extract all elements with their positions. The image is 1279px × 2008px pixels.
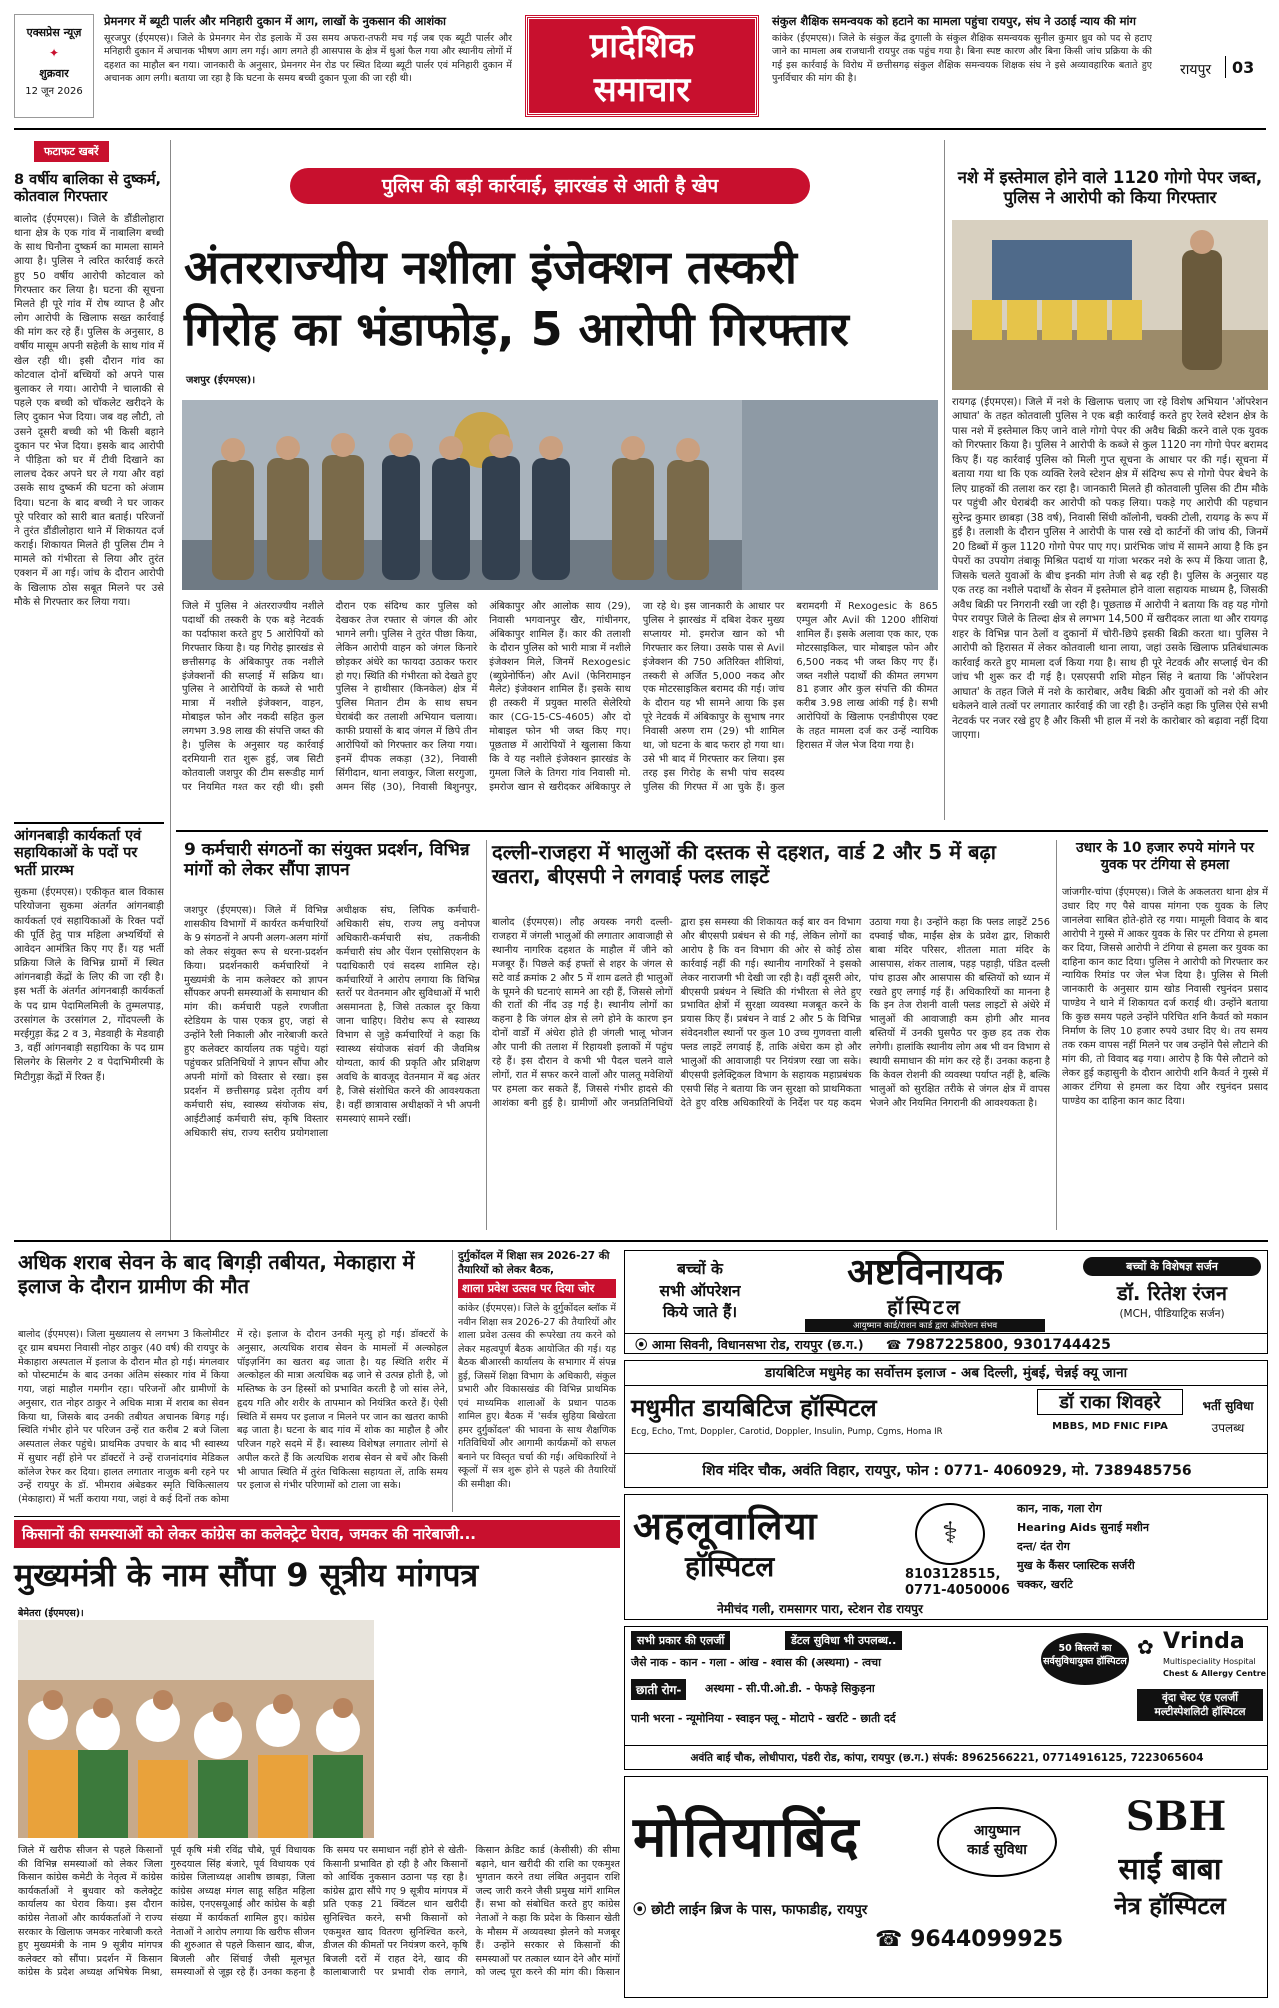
ad-madhumeet-qual: MBBS, MD FNIC FIPA xyxy=(1052,1421,1168,1432)
ad-madhumeet-tests: Ecg, Echo, Tmt, Doppler, Carotid, Doppler, Insulin, Pump, Cgms, Homa IR xyxy=(631,1427,943,1437)
section-banner xyxy=(526,16,758,116)
lungs-icon: ✿ xyxy=(1137,1635,1154,1659)
ad-sai-address: छोटी लाईन ब्रिज के पास, फाफाडीह, रायपुर xyxy=(651,1902,868,1918)
congress-top-rule xyxy=(14,1516,620,1517)
issue-date: 12 जून 2026 xyxy=(25,86,83,97)
school-body: कांकेर (ईएमएस)। जिले के दुर्गुकोंदल ब्लॉक में नवीन शिक्षा सत्र 2026-27 की तैयारियों और शाला प्रवेश उत्सव की रूपरेखा तय करने को लेकर महत्वपूर्ण बैठक आयोजित की गई। यह बैठक बीआरसी कार्यालय के सभागार में संपन्न हुई, जिसमें शिक्षा विभाग के अधिकारी, संकुल प्रभारी और विकासखंड की विभिन्न प्राथमिक एवं माध्यमिक शालाओं के प्रधान पाठक शामिल हुए। बैठक में 'सर्वत्र सुहिया बिखेरता हमर दुर्गुकोंदल' की भावना के साथ शैक्षणिक गतिविधियों और आगामी कार्यक्रमों को सफल बनाने पर विस्तृत चर्चा की गई। अधिकारियों ने स्कूलों में सत्र शुरू होने से पहले की तैयारियों की समीक्षा की। xyxy=(458,1303,616,1490)
star-icon: ✦ xyxy=(48,46,60,60)
sidebar-story1-body: बालोद (ईएमएस)। जिले के डौंडीलोहारा थाना क्षेत्र के एक गांव में नाबालिग बच्ची के साथ घिनौना दुष्कर्म का मामला सामने आया है। पुलिस ने त्वरित कार्रवाई करते हुए 50 वर्षीय आरोपी कोटवाल को गिरफ्तार कर लिया है। घटना की सूचना मिलते ही पूरे गांव में रोष व्याप्त है और लोग आरोपी के खिलाफ सख्त कार्रवाई की मांग कर रहे हैं। पुलिस के अनुसार, 8 वर्षीय मासूम अपनी सहेली के साथ गांव में खेल रही थी। इसी दौरान गांव का कोटवाल दोनों बच्चियों को अपने पास बुलाकर ले गया। आरोपी ने चालाकी से पहले एक बच्ची को चॉकलेट खरीदने के लिए दुकान भेज दिया। जब वह लौटी, तो उसने दूसरी बच्ची को भी किसी बहाने दुकान पर भेज दिया। इसके बाद आरोपी ने पीड़िता को घर में टीवी दिखाने का लालच देकर अपने घर ले गया और वहां उसके साथ दुष्कर्म की घटना को अंजाम दिया। घटना के बाद बच्ची ने घर जाकर पूरे परिवार को सारी बात बताई। परिजनों ने तुरंत डौंडीलोहारा थाने में शिकायत दर्ज कराई। शिकायत मिलते ही पुलिस टीम ने मामले को गंभीरता से लिया और तुरंत एक्शन में आ गई। जांच के दौरान आरोपी के खिलाफ ठोस सबूत मिलने पर उसे मौके से गिरफ्तार कर लिया गया। xyxy=(14,213,164,608)
lead-kicker-text: पुलिस की बड़ी कार्रवाई, झारखंड से आती है खेप xyxy=(381,175,719,197)
ad-ahluwalia-phone1: 8103128515, xyxy=(905,1567,1001,1582)
issue-day: शुक्रवार xyxy=(39,67,69,80)
masthead-brand-box xyxy=(14,14,94,118)
ad-ashtavinayak-qual: (MCH, पीडियाट्रिक सर्जन) xyxy=(1119,1308,1225,1320)
congress-dateline: बेमेतरा (ईएमएस)। xyxy=(18,1608,84,1619)
lead-headline-1: अंतरराज्यीय नशीला इंजेक्शन तस्करी xyxy=(184,240,797,294)
ad-ashtavinayak-doctor: डॉ. रितेश रंजन xyxy=(1117,1281,1227,1305)
ad-sai-phone-row xyxy=(875,1927,1063,1952)
ad-ashtavinayak-footer xyxy=(625,1333,1268,1354)
ad-sai-scheme2: कार्ड सुविधा xyxy=(967,1842,1027,1858)
ad-sai-scheme xyxy=(937,1807,1057,1877)
ad-ahluwalia-sub: हॉस्पिटल xyxy=(685,1550,775,1583)
ad-madhumeet xyxy=(624,1360,1268,1488)
section-title-line2: समाचार xyxy=(593,70,691,110)
congress-body: जिले में खरीफ सीजन से पहले किसानों की विभिन्न समस्याओं को लेकर जिला किसान कांग्रेस कमेटी के नेतृत्व में कांग्रेस कार्यकर्ताओं ने बुधवार को कलेक्ट्रेट कार्यालय का घेराव किया। इस दौरान कांग्रेस नेताओं और कार्यकर्ताओं ने राज्य सरकार के खिलाफ जमकर नारेबाजी करते हुए मुख्यमंत्री के नाम 9 सूत्रीय मांगपत्र कलेक्टर को सौंपा। प्रदर्शन में किसान कांग्रेस के प्रदेश अध्यक्ष अभिषेक मिश्रा, पूर्व कृषि मंत्री रविंद्र चौबे, पूर्व विधायक गुरुदयाल सिंह बंजारे, पूर्व विधायक एवं कांग्रेस जिलाध्यक्ष आशीष छाबड़ा, जिला कांग्रेस अध्यक्ष मंगल साहू सहित महिला कांग्रेस, एनएसयूआई और कांग्रेस के बड़ी संख्या में कार्यकर्ता शामिल हुए। कांग्रेस नेताओं ने आरोप लगाया कि खरीफ सीजन की शुरुआत से पहले किसान खाद, बीज, बिजली और सिंचाई जैसी मूलभूत समस्याओं से जूझ रहे हैं। उनका कहना है कि समय पर समाधान नहीं होने से खेती-किसानी प्रभावित हो रही है और किसानों को आर्थिक नुकसान उठाना पड़ रहा है। कांग्रेस द्वारा सौंपे गए 9 सूत्रीय मांगपत्र में प्रति एकड़ 21 क्विंटल धान खरीदी सुनिश्चित करने, सभी किसानों को एकमुश्त खाद वितरण सुनिश्चित करने, डीजल की कीमतों पर नियंत्रण करने, कृषि बिजली दरों में राहत देने, खाद की कालाबाजारी पर प्रभावी रोक लगाने, किसान क्रेडिट कार्ड (केसीसी) की सीमा बढ़ाने, धान खरीदी की राशि का एकमुश्त भुगतान करने तथा लंबित अनुदान राशि जल्द जारी करने जैसी प्रमुख मांगें शामिल हैं। सभा को संबोधित करते हुए कांग्रेस नेताओं ने कहा कि प्रदेश के किसान खेती के मौसम में अव्यवस्था झेलने को मजबूर हैं। उन्होंने सरकार से किसानों की समस्याओं पर तत्काल ध्यान देने और मांगों को जल्द पूरा करने की मांग की। किसान xyxy=(18,1845,620,1979)
ad-ahluwalia-service: दन्त/ दंत रोग xyxy=(1017,1540,1070,1553)
liquor-headline: अधिक शराब सेवन के बाद बिगड़ी तबीयत, मेकाहारा में इलाज के दौरान ग्रामीण की मौत xyxy=(18,1250,415,1298)
ad-vrinda-tag1: सभी प्रकार की एलर्जी xyxy=(631,1631,730,1650)
ad-ahluwalia-phone2: 0771-4050006 xyxy=(905,1583,1010,1598)
ad-ahluwalia-service: चक्कर, खर्राटे xyxy=(1017,1578,1073,1591)
ad-ahluwalia-service: कान, नाक, गला रोग xyxy=(1017,1502,1102,1515)
ad-vrinda-list1: जैसे नाक - कान - गला - आंख - श्वास की (अस्थमा) - त्वचा xyxy=(631,1656,881,1669)
page-city: रायपुर xyxy=(1180,62,1212,78)
congress-kicker-text: किसानों की समस्याओं को लेकर कांग्रेस का कलेक्ट्रेट घेराव, जमकर की नारेबाजी... xyxy=(22,1525,476,1543)
ad-vrinda-tag2: डेंटल सुविधा भी उपलब्ध.. xyxy=(785,1631,902,1650)
ad-ashtavinayak-address: आमा सिवनी, विधानसभा रोड, रायपुर (छ.ग.) xyxy=(651,1337,864,1352)
bears-body: बालोद (ईएमएस)। लौह अयस्क नगरी दल्ली-राजहरा में जंगली भालुओं की लगातार आवाजाही से स्थानीय नागरिक दहशत के माहौल में जीने को मजबूर हैं। पिछले कई हफ्तों से शहर के जंगल से सटे वार्ड क्रमांक 2 और 5 में शाम ढलते ही भालुओं के घूमने की घटनाएं सामने आ रही हैं, जिससे लोगों की रातों की नींद उड़ गई है। स्थानीय लोगों का कहना है कि जंगल क्षेत्र से लगे होने के कारण इन दोनों वार्डों में अंधेरा होते ही जंगली भालू भोजन और पानी की तलाश में रिहायशी इलाकों में पहुंच रहे हैं। इस दौरान वे कभी भी पैदल चलने वाले लोगों, रात में सफर करने वालों और पालतू मवेशियों पर हमला कर सकते हैं, जिससे गंभीर हादसे की आशंका बनी हुई है। ग्रामीणों और जनप्रतिनिधियों द्वारा इस समस्या की शिकायत कई बार वन विभाग और बीएसपी प्रबंधन से की गई, लेकिन लोगों का आरोप है कि वन विभाग की ओर से कोई ठोस कार्रवाई नहीं की गई। स्थानीय नागरिकों ने इसको लेकर नाराजगी भी देखी जा रही है। वहीं दूसरी ओर, बीएसपी प्रबंधन ने स्थिति की गंभीरता से लेते हुए प्रभावित क्षेत्रों में सुरक्षा व्यवस्था मजबूत करने के प्रयास किए हैं। प्रबंधन ने वार्ड 2 और 5 के विभिन्न संवेदनशील स्थानों पर कुल 10 उच्च गुणवत्ता वाली फ्लड लाइटें लगवाई हैं, ताकि अंधेरा कम हो और भालुओं की आवाजाही पर नियंत्रण रखा जा सके। बीएसपी इलेक्ट्रिकल विभाग के सहायक महाप्रबंधक एसपी सिंह ने बताया कि जन सुरक्षा को प्राथमिकता देते हुए वरिष्ठ अधिकारियों के निर्देश पर यह कदम उठाया गया है। उन्होंने कहा कि फ्लड लाइटें 256 दफ्वाई चौक, माईंस क्षेत्र के प्रवेश द्वार, शिकारी बाबा मंदिर परिसर, शीतला माता मंदिर के आसपास, शंकर तालाब, पहड़ पहाड़ी, पंडित दल्ली पांच हाउस और आसपास की बस्तियों को ध्यान में रखते हुए लगाई गई हैं। अधिकारियों का मानना है कि इन तेज रोशनी वाली फ्लड लाइटों से अंधेरे में भालुओं की आवाजाही कम होगी और मानव बस्तियों में उनकी घुसपैठ पर कुछ हद तक रोक लगेगी। हालांकि स्थानीय लोग अब भी वन विभाग से स्थायी समाधान की मांग कर रहे हैं। उनका कहना है कि केवल रोशनी की व्यवस्था पर्याप्त नहीं है, बल्कि भालुओं को सुरक्षित तरीके से जंगल क्षेत्र में वापस भेजने और नियमित निगरानी की आवश्यकता है। xyxy=(492,917,1050,1109)
ad-sai-name: मोतियाबिंद xyxy=(633,1805,861,1870)
sidebar-tag: फटाफट खबरें xyxy=(34,141,109,162)
ad-sai-phone: 9644099925 xyxy=(910,1927,1064,1952)
congress-kicker xyxy=(14,1520,620,1548)
ad-ashtavinayak-name: अष्टविनायक xyxy=(847,1252,1003,1293)
sidebar-rule xyxy=(170,140,171,1240)
header-left-story xyxy=(104,14,512,120)
arrested-accused-photo-illustration xyxy=(182,400,938,590)
location-pin-icon: ⦿ xyxy=(633,1902,647,1918)
header-divider xyxy=(14,128,1266,130)
ad-vrinda-full: Multispeciality Hospital xyxy=(1163,1657,1256,1666)
ad-vrinda-hindi: वृंदा चेस्ट एंड एलर्जी मल्टीस्पेशलिटी हॉस्पिटल xyxy=(1137,1689,1263,1721)
ad-ashtavinayak-tag3: किये जाते हैं। xyxy=(662,1303,738,1322)
bears-headline: दल्ली-राजहरा में भालुओं की दस्तक से दहशत, वार्ड 2 और 5 में बढ़ा खतरा, बीएसपी ने लगवाई फ्लड लाइटें xyxy=(492,840,996,888)
location-pin-icon: ⦿ xyxy=(635,1337,648,1352)
ad-ahluwalia-services xyxy=(1017,1499,1265,1594)
sidebar-divider-1 xyxy=(14,822,164,824)
ad-madhumeet-name: मधुमीत डायबिटिज हॉस्पिटल xyxy=(631,1394,877,1422)
ad-madhumeet-banner: डायबिटिज मधुमेह का सर्वोत्तम इलाज - अब दिल्ली, मुंबई, चेन्नई क्यू जाना xyxy=(625,1361,1267,1386)
lead-dateline: जशपुर (ईएमएस)। xyxy=(186,375,256,386)
ad-ashtavinayak-spec: बच्चों के विशेषज्ञ सर्जन xyxy=(1083,1257,1261,1276)
section-title-line1: प्रादेशिक xyxy=(589,26,695,66)
school-headline: शाला प्रवेश उत्सव पर दिया जोर xyxy=(458,1279,616,1298)
gogo-body: रायगढ़ (ईएमएस)। जिले में नशे के खिलाफ चलाए जा रहे विशेष अभियान 'ऑपरेशन आघात' के तहत कोतवाली पुलिस ने एक बड़ी कार्रवाई करते हुए रेलवे स्टेशन क्षेत्र के पास नशे में इस्तेमाल किए जाने वाले गोगो पेपर की अवैध बिक्री करने वाले एक युवक को गिरफ्तार किया है। पुलिस ने आरोपी के कब्जे से कुल 1120 नग गोगो पेपर बरामद किए हैं। यह कार्रवाई पुलिस को मिली गुप्त सूचना के आधार पर की गई। सूचना में बताया गया था कि एक व्यक्ति रेलवे स्टेशन क्षेत्र में संदिग्ध रूप से गोगो पेपर बेचने के लिए ग्राहकों की तलाश कर रहा है। जानकारी मिलते ही कोतवाली पुलिस की टीम मौके पर पहुंची और घेराबंदी कर आरोपी को पकड़ लिया। पकड़े गए आरोपी की पहचान सुरेन्द्र कुमार छाबड़ा (38 वर्ष), निवासी सिंधी कॉलोनी, चक्की टोली, रायगढ़ के रूप में हुई है। तलाशी के दौरान पुलिस ने आरोपी के पास रखे दो कार्टनों की जांच की, जिनमें 20 डिब्बों में कुल 1120 गोगो पेपर पाए गए। प्रारंभिक जांच में सामने आया है कि इन पेपरों का उपयोग तंबाकू मिश्रित पदार्थ या गांजा भरकर नशे के रूप में किया जाता है, जिसके चलते युवाओं के बीच इनकी मांग तेजी से बढ़ रही है। पुलिस के अनुसार यह एक तरह का नशीले पदार्थों के सेवन में इस्तेमाल होने वाला सहायक माध्यम है, जिसकी अवैध बिक्री पर निगरानी रखी जा रही है। पूछताछ में आरोपी ने बताया कि वह यह गोगो पेपर रायपुर जिले के तिल्दा क्षेत्र से लगभग 14,500 में खरीदकर लाता था और रायगढ़ शहर के विभिन्न पान ठेलों व दुकानों में चोरी-छिपे इसकी बिक्री करता था। पुलिस ने आरोपी को हिरासत में लेकर कोतवाली थाना लाया, जहां उसके खिलाफ प्रतिबंधात्मक कार्रवाई करते हुए मामला दर्ज किया गया है। साथ ही पूरे नेटवर्क और सप्लाई चेन की जांच भी शुरू कर दी गई है। एसएसपी शशि मोहन सिंह ने बताया कि 'ऑपरेशन आघात' के तहत जिले में नशे के कारोबार, अवैध बिक्री और युवाओं को नशे की ओर धकेलने वाले तत्वों पर लगातार कार्रवाई की जा रही है। उन्होंने कहा कि पुलिस ऐसे सभी नेटवर्क पर नजर रखे हुए है और किसी भी हाल में नशे के कारोबार को बढ़ावा नहीं दिया जाएगा। xyxy=(952,397,1268,742)
sidebar-story2 xyxy=(14,828,164,1236)
page-number: 03 xyxy=(1232,58,1255,77)
ad-ahluwalia-address: नेमीचंद गली, रामसागर पारा, स्टेशन रोड रायपुर xyxy=(717,1602,923,1616)
ad-vrinda xyxy=(624,1626,1268,1770)
ad-ashtavinayak-sub: हॉस्पिटल xyxy=(887,1295,963,1319)
ad-madhumeet-facility1: भर्ती सुविधा xyxy=(1202,1399,1254,1413)
ad-sai-hospital1: साईं बाबा xyxy=(1118,1852,1222,1887)
gogo-headline: नशे में इस्तेमाल होने वाले 1120 गोगो पेपर जब्त, पुलिस ने आरोपी को किया गिरफ्तार xyxy=(957,168,1263,207)
lead-right-rule xyxy=(944,140,945,820)
header-right-body: कांकेर (ईएमएस)। जिले के संकुल केंद्र दुगाली के संकुल शैक्षिक समन्वयक सुनील कुमार ध्रुव को पद से हटाए जाने का मामला अब राजधानी रायपुर तक पहुंच गया है। बिना स्पष्ट कारण और बिना किसी जांच प्रक्रिया के की गई इस कार्रवाई के विरोध में छत्तीसगढ़ संकुल शैक्षिक समन्वयक शिक्षक संघ ने इसे अव्यावहारिक बताते हुए पुनर्विचार की मांग की है। xyxy=(772,33,1152,85)
congress-photo xyxy=(18,1620,620,1838)
sidebar-story1-title: 8 वर्षीय बालिका से दुष्कर्म, कोतवाल गिरफ्तार xyxy=(14,172,162,206)
ad-sai-scheme1: आयुष्मान xyxy=(973,1823,1021,1839)
school-kicker: दुर्गुकोंदल में शिक्षा सत्र 2026-27 की तैयारियों को लेकर बैठक, xyxy=(458,1250,610,1276)
ad-ashtavinayak-tagline xyxy=(631,1259,769,1324)
page-number-divider xyxy=(1225,56,1226,78)
row3-rule-1 xyxy=(452,1250,453,1512)
ad-vrinda-sub: Chest & Allergy Centre xyxy=(1163,1669,1267,1678)
ad-madhumeet-address: शिव मंदिर चौक, अवंति विहार, रायपुर, फोन : 0771- 4060929, मो. 7389485756 xyxy=(625,1453,1268,1488)
lead-body: जिले में पुलिस ने अंतरराज्यीय नशीले पदार्थों की तस्करी के एक बड़े नेटवर्क का पर्दाफाश करते हुए 5 आरोपियों को गिरफ्तार किया है। यह गिरोह झारखंड से छत्तीसगढ़ के अंबिकापुर तक नशीले इंजेक्शनों की सप्लाई में सक्रिय था। पुलिस ने आरोपियों के कब्जे से भारी मात्रा में नशीले इंजेक्शन, वाहन, मोबाइल फोन और नकदी सहित कुल लगभग 3.98 लाख की संपत्ति जब्त की है। पुलिस के अनुसार यह कार्रवाई दरमियानी रात शुरू हुई, जब सिटी कोतवाली जशपुर की टीम सरूडीह मार्ग पर नियमित गश्त कर रही थी। इसी दौरान एक संदिग्ध कार पुलिस को देखकर तेज रफ्तार से जंगल की ओर भागने लगी। पुलिस ने तुरंत पीछा किया, लेकिन आरोपी वाहन को जंगल किनारे छोड़कर अंधेरे का फायदा उठाकर फरार हो गए। स्थिति की गंभीरता को देखते हुए पुलिस ने हाथीसार (किनकेल) क्षेत्र में पुलिस मितान टीम के साथ सघन घेराबंदी कर तलाशी अभियान चलाया। काफी प्रयासों के बाद जंगल में छिपे तीन आरोपियों को गिरफ्तार कर लिया गया। इनमें दीपक लकड़ा (32), निवासी सिंगीदान, थाना लवाकुर, जिला सरगुजा, अमन सिंह (30), निवासी बिशुनपुर, अंबिकापुर और आलोक साय (29), निवासी भगवानपुर खैर, गांधीनगर, अंबिकापुर शामिल हैं। कार की तलाशी के दौरान पुलिस को भारी मात्रा में नशीले इंजेक्शन मिले, जिनमें Rexogesic (ब्युप्रेनोर्फिन) और Avil (फेनिरामाइन मैलेट) इंजेक्शन शामिल हैं। इसके साथ ही तस्करी में प्रयुक्त मारुति सेलेरियो कार (CG-15-CS-4605) और दो मोबाइल फोन भी जब्त किए गए। पूछताछ में आरोपियों ने खुलासा किया कि वे यह नशीले इंजेक्शन झारखंड के गुमला जिले के तिगरा गांव निवासी मो. इमरोज खान से खरीदकर अंबिकापुर ले जा रहे थे। इस जानकारी के आधार पर पुलिस ने झारखंड में दबिश देकर मुख्य सप्लायर मो. इमरोज खान को भी गिरफ्तार कर लिया। उसके पास से Avil इंजेक्शन की 750 अतिरिक्त शीशियां, तस्करी से अर्जित 5,000 नकद और एक मोटरसाइकिल बरामद की गई। जांच के दौरान यह भी सामने आया कि इस पूरे नेटवर्क में अंबिकापुर के सुभाष नगर निवासी अरुण राम (29) भी शामिल था, जो घटना के बाद फरार हो गया था। उसे भी बाद में गिरफ्तार कर लिया। इस तरह इस गिरोह के सभी पांच सदस्य पुलिस की गिरफ्त में आ चुके हैं। कुल बरामदगी में Rexogesic के 865 एम्पुल और Avil की 1200 शीशियां शामिल हैं। इसके अलावा एक कार, एक मोटरसाइकिल, चार मोबाइल फोन और 6,500 नकद भी जब्त किए गए हैं। जब्त नशीले पदार्थों की कीमत लगभग 81 हजार और कुल संपत्ति की कीमत करीब 3.98 लाख आंकी गई है। सभी आरोपियों के खिलाफ एनडीपीएस एक्ट के तहत मामला दर्ज कर उन्हें न्यायिक हिरासत में जेल भेज दिया गया है। xyxy=(182,601,938,793)
ad-sai-footer xyxy=(633,1897,1063,1923)
row2-rule-1 xyxy=(486,840,487,1230)
ad-sai-hospital2: नेत्र हॉस्पिटल xyxy=(1114,1892,1226,1920)
ear-icon: ⚕ xyxy=(915,1503,985,1565)
gogo-photo xyxy=(952,220,1268,390)
ad-sai-logo: SBH xyxy=(1125,1793,1227,1840)
header-right-story xyxy=(772,14,1152,120)
row1-divider xyxy=(176,830,1268,832)
ad-vrinda-chest: छाती रोग- xyxy=(631,1679,686,1700)
ad-vrinda-list3: पानी भरना - न्यूमोनिया - स्वाइन फ्लू - मोटापे - खर्राटे - छाती दर्द xyxy=(631,1712,896,1725)
ad-ahluwalia-service: Hearing Aids सुनाई मशीन xyxy=(1017,1521,1149,1534)
seized-gogo-paper-photo-illustration xyxy=(952,220,1268,390)
loan-body: जांजगीर-चांपा (ईएमएस)। जिले के अकलतरा थाना क्षेत्र में उधार दिए गए पैसे वापस मांगना एक युवक के लिए जानलेवा साबित होते-होते रह गया। मामूली विवाद के बाद आरोपी ने गुस्से में आकर युवक के सिर पर टंगिया से हमला कर दिया, जिससे आरोपी ने टंगिया से हमला कर युवक का दाहिना कान काट दिया। पुलिस ने आरोपी को गिरफ्तार कर न्यायिक रिमांड पर जेल भेज दिया है। पुलिस से मिली जानकारी के अनुसार ग्राम खोड निवासी रघुनंदन प्रसाद पाण्डेय ने थाने में शिकायत दर्ज कराई थी। उन्होंने बताया कि कुछ समय पहले उन्होंने परिचित शनि कैवर्त को मकान निर्माण के लिए 10 हजार रुपये उधार दिए थे। तय समय तक रकम वापस नहीं मिलने पर जब उन्होंने पैसे लौटाने की मांग की, तो विवाद बढ़ गया। आरोप है कि पैसे लौटाने को लेकर हुई कहासुनी के दौरान आरोपी शनि कैवर्त ने गुस्से में आकर टंगिया से हमला कर दिया और रघुनंदन प्रसाद पाण्डेय का दाहिना कान काट दिया। xyxy=(1062,887,1268,1107)
ad-vrinda-address: अवंति बाई चौक, लोधीपारा, पंडरी रोड, कांपा, रायपुर (छ.ग.) संपर्क: 8962566221, 07714916125, 7223065604 xyxy=(625,1745,1268,1770)
header-left-body: सूरजपुर (ईएमएस)। जिले के प्रेमनगर मेन रोड इलाके में उस समय अफरा-तफरी मच गई जब एक ब्यूटी पार्लर और मनिहारी दुकान में अचानक भीषण आग लग गई। आग लगते ही आसपास के क्षेत्र में धुआं फैल गया और स्थानीय लोगों में दहशत का माहौल बन गया। जानकारी के अनुसार, प्रेमनगर मेन रोड पर स्थित दिव्या ब्यूटी पार्लर एवं मनिहारी दुकान में अचानक आग लगी। बताया जा रहा है कि घटना के समय बच्ची दुकान पूजा की जा रही थी। xyxy=(104,33,512,85)
phone-icon: ☎ xyxy=(875,1927,903,1952)
sidebar-story2-body: सुकमा (ईएमएस)। एकीकृत बाल विकास परियोजना सुकमा अंतर्गत आंगनबाड़ी कार्यकर्ता एवं सहायिकाओं के रिक्त पदों की पूर्ति हेतु पात्र महिला अभ्यर्थियों से आवेदन आमंत्रित किए गए हैं। यह भर्ती प्रक्रिया जिले के विभिन्न ग्रामों में स्थित आंगनबाड़ी केंद्रों के लिए की जा रही है। इस भर्ती के अंतर्गत आंगनबाड़ी कार्यकर्ता के पद ग्राम पेदामिलमिली के तुम्मलपाड़, उरसांगल के उरसांगल 2, गोंदपल्ली के मरईगुड़ा केंद्र 2 व 3, मेडवाही के मेडवाही 3, वहीं आंगनबाड़ी सहायिका के पद ग्राम सिलगेर के सिलगेर 2 व पेदाभिमीरमी के मिटीगुड़ा केंद्रों में रिक्त हैं। xyxy=(14,887,164,1083)
row2-divider xyxy=(14,1240,1268,1242)
ad-madhumeet-facility2: उपलब्ध xyxy=(1211,1421,1245,1435)
ad-ashtavinayak-phone: 7987225800, 9301744425 xyxy=(905,1337,1111,1353)
phone-icon: ☎ xyxy=(885,1337,902,1352)
ad-ahluwalia xyxy=(624,1494,1268,1620)
lead-photo xyxy=(182,400,938,590)
sidebar xyxy=(14,140,164,820)
ad-vrinda-beds: 50 बिस्तरों का सर्वसुविधायुक्त हॉस्पिटल xyxy=(1041,1633,1129,1685)
brand-name: एक्सप्रेस न्यूज़ xyxy=(26,26,82,39)
header-right-title: संकुल शैक्षिक समन्वयक को हटाने का मामला पहुंचा रायपुर, संघ ने उठाई न्याय की मांग xyxy=(772,14,1136,28)
unions-headline: 9 कर्मचारी संगठनों का संयुक्त प्रदर्शन, विभिन्न मांगों को लेकर सौंपा ज्ञापन xyxy=(184,840,470,881)
ad-ahluwalia-name: अहलूवालिया xyxy=(633,1504,819,1548)
ad-ashtavinayak-tag2: सभी ऑपरेशन xyxy=(659,1281,741,1300)
school-story xyxy=(458,1250,616,1512)
lead-headline-2: गिरोह का भंडाफोड़, 5 आरोपी गिरफ्तार xyxy=(184,302,849,356)
congress-headline: मुख्यमंत्री के नाम सौंपा 9 सूत्रीय मांगपत्र xyxy=(14,1556,479,1594)
ad-vrinda-list2: अस्थमा - सी.पी.ओ.डी. - फेफड़े सिकुड़ना xyxy=(705,1682,875,1695)
ad-ashtavinayak xyxy=(624,1250,1268,1354)
ad-madhumeet-doctor: डॉ राका शिवहरे xyxy=(1037,1389,1183,1415)
ad-vrinda-name: Vrinda xyxy=(1163,1629,1245,1654)
liquor-body: बालोद (ईएमएस)। जिला मुख्यालय से लगभग 3 किलोमीटर दूर ग्राम बघमरा निवासी नोहर ठाकुर (40 वर्ष) की रायपुर के मेकाहारा अस्पताल में इलाज के दौरान मौत हो गई। मंगलवार को पोस्टमार्टम के बाद उनका अंतिम संस्कार गांव में किया गया, जहां माहौल गमगीन रहा। परिजनों और ग्रामीणों के अनुसार, रात नोहर ठाकुर ने अधिक मात्रा में शराब का सेवन किया था, जिसके बाद उनकी तबीयत अचानक बिगड़ गई। स्थिति गंभीर होने पर परिजन उन्हें रात करीब 2 बजे जिला अस्पताल लेकर पहुंचे। प्राथमिक उपचार के बाद भी स्वास्थ्य में सुधार नहीं होने पर डॉक्टरों ने उन्हें राजनांदगांव मेडिकल कॉलेज रेफर कर दिया। हालत लगातार नाजुक बनी रहने पर उन्हें रायपुर के डॉ. भीमराव अंबेडकर स्मृति चिकित्सालय (मेकाहारा) में भर्ती कराया गया, जहां वे कई दिनों तक कोमा में रहे। इलाज के दौरान उनकी मृत्यु हो गई। डॉक्टरों के अनुसार, अत्यधिक शराब सेवन के मामलों में अल्कोहल पॉइज़निंग का खतरा बढ़ जाता है। यह स्थिति शरीर में अल्कोहल की मात्रा अत्यधिक बढ़ जाने से उत्पन्न होती है, जो मस्तिष्क के उन हिस्सों को प्रभावित करती है जो सांस लेने, हृदय गति और शरीर के तापमान को नियंत्रित करते हैं। ऐसी स्थिति में समय पर इलाज न मिलने पर जान का खतरा काफी बढ़ जाता है। घटना के बाद गांव में शोक का माहौल है और परिजन गहरे सदमे में हैं। स्वास्थ्य विशेषज्ञ लगातार लोगों से अपील करते हैं कि अत्यधिक शराब सेवन से बचें और किसी भी आपात स्थिति में तुरंत चिकित्सा सहायता लें, ताकि समय पर इलाज से गंभीर परिणामों को टाला जा सके। xyxy=(18,1329,448,1506)
ad-ashtavinayak-tag1: बच्चों के xyxy=(677,1260,723,1278)
ad-sai-baba xyxy=(624,1776,1268,1998)
unions-body: जशपुर (ईएमएस)। जिले में विभिन्न शासकीय विभागों में कार्यरत कर्मचारियों के 9 संगठनों ने अपनी अलग-अलग मांगों को लेकर संयुक्त रूप से धरना-प्रदर्शन किया। प्रदर्शनकारी कर्मचारियों ने मुख्यमंत्री के नाम कलेक्टर को ज्ञापन सौंपकर अपनी समस्याओं के समाधान की मांग की। कर्मचारी पहले रणजीता स्टेडियम के पास एकत्र हुए, जहां से उन्होंने रैली निकाली और नारेबाजी करते हुए कलेक्टर कार्यालय तक पहुंचे। यहां पहुंचकर प्रतिनिधियों ने ज्ञापन सौंपा और अपनी मांगों को विस्तार से रखा। इस प्रदर्शन में छत्तीसगढ़ प्रदेश तृतीय वर्ग कर्मचारी संघ, स्वास्थ्य संयोजक संघ, आईटीआई कर्मचारी संघ, कृषि विस्तार अधिकारी संघ, राज्य स्तरीय प्रयोगशाला अधीक्षक संघ, लिपिक कर्मचारी-अधिकारी संघ, राज्य लघु वनोपज अधिकारी-कर्मचारी संघ, तकनीकी कर्मचारी संघ और पेंशन एसोसिएशन के पदाधिकारी एवं सदस्य शामिल रहे। कर्मचारियों ने आरोप लगाया कि विभिन्न स्तरों पर वेतनमान और सुविधाओं में भारी असमानता है, जिसे तत्काल दूर किया जाना चाहिए। विरोध रूप से स्वास्थ्य विभाग से जुड़े कर्मचारियों ने कहा कि स्वास्थ्य संयोजक संवर्ग की जैवमिश्र योग्यता, कार्य की प्रकृति और प्रशिक्षण अवधि के बावजूद वेतनमान में बढ़ अंतर है, जिसे संशोधित करने की आवश्यकता है। वहीं छात्रावास अधीक्षकों ने भी अपनी समस्याएं सामने रखीं। xyxy=(184,905,480,1139)
header-left-title: प्रेमनगर में ब्यूटी पार्लर और मनिहारी दुकान में आग, लाखों के नुकसान की आशंका xyxy=(104,14,446,28)
lead-kicker xyxy=(290,168,810,204)
loan-headline: उधार के 10 हजार रुपये मांगने पर युवक पर टंगिया से हमला xyxy=(1075,840,1255,873)
sidebar-story2-title: आंगनबाड़ी कार्यकर्ता एवं सहायिकाओं के पदों पर भर्ती प्रारम्भ xyxy=(14,828,142,879)
row2-rule-2 xyxy=(1056,840,1057,1230)
ad-ashtavinayak-scheme: आयुष्मान कार्ड/राशन कार्ड द्वारा ऑपरेशन संभव xyxy=(805,1319,1045,1332)
ad-ahluwalia-service: मुख के कैंसर प्लास्टिक सर्जरी xyxy=(1017,1559,1135,1572)
protest-crowd-photo-illustration xyxy=(18,1620,620,1838)
